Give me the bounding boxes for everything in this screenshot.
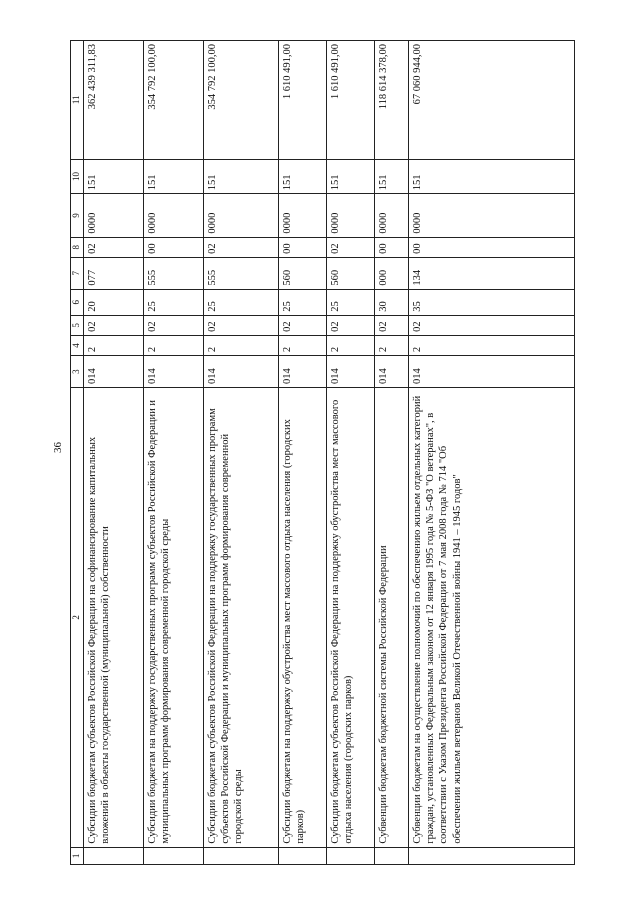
cell-code: 151: [203, 159, 278, 194]
cell-amount: 118 614 378,00: [374, 41, 408, 160]
cell-num: [408, 847, 574, 864]
cell-code: 2: [83, 335, 143, 355]
cell-code: 00: [408, 237, 574, 257]
table-row: [326, 41, 374, 865]
col-header: 1: [71, 847, 84, 864]
cell-code: 02: [83, 315, 143, 335]
col-header: 4: [71, 335, 84, 355]
cell-code: 014: [408, 356, 574, 388]
cell-amount: 354 792 100,00: [203, 41, 278, 160]
cell-description: Субсидии бюджетам на поддержку обустройства мест массового отдыха населения (городских парков): [278, 387, 326, 847]
cell-code: 00: [278, 237, 326, 257]
cell-code: 014: [278, 356, 326, 388]
cell-code: 0000: [143, 194, 203, 237]
cell-code: 2: [143, 335, 203, 355]
cell-code: 02: [143, 315, 203, 335]
cell-code: 0000: [408, 194, 574, 237]
cell-code: 014: [203, 356, 278, 388]
cell-code: 560: [278, 257, 326, 289]
table-row: [408, 41, 574, 865]
cell-code: 02: [203, 315, 278, 335]
cell-code: 560: [326, 257, 374, 289]
cell-description: Субсидии бюджетам субъектов Российской Федерации на софинансирование капитальных вложений в объекты государственной (муниципальной) собственности: [83, 387, 143, 847]
cell-code: 0000: [83, 194, 143, 237]
cell-code: 0000: [326, 194, 374, 237]
cell-code: 2: [326, 335, 374, 355]
cell-code: 02: [278, 315, 326, 335]
cell-code: 2: [374, 335, 408, 355]
col-header: 9: [71, 194, 84, 237]
cell-num: [374, 847, 408, 864]
cell-code: 151: [374, 159, 408, 194]
cell-code: 014: [83, 356, 143, 388]
cell-amount: 362 439 311,83: [83, 41, 143, 160]
cell-code: 2: [203, 335, 278, 355]
header-row: [71, 41, 84, 865]
cell-code: 25: [143, 289, 203, 315]
cell-code: 02: [326, 237, 374, 257]
cell-code: 555: [203, 257, 278, 289]
cell-code: 02: [408, 315, 574, 335]
col-header: 10: [71, 159, 84, 194]
cell-code: 00: [143, 237, 203, 257]
cell-code: 077: [83, 257, 143, 289]
cell-amount: 67 060 944,00: [408, 41, 574, 160]
cell-code: 014: [374, 356, 408, 388]
page-number: 36: [52, 442, 64, 453]
cell-code: 02: [326, 315, 374, 335]
table-row: [203, 41, 278, 865]
cell-code: 2: [408, 335, 574, 355]
cell-code: 555: [143, 257, 203, 289]
cell-code: 0000: [374, 194, 408, 237]
col-header: 5: [71, 315, 84, 335]
budget-table: [70, 40, 575, 865]
cell-code: 02: [83, 237, 143, 257]
cell-code: 25: [278, 289, 326, 315]
cell-description: Субвенции бюджетам бюджетной системы Российской Федерации: [374, 387, 408, 847]
cell-code: 30: [374, 289, 408, 315]
cell-code: 35: [408, 289, 574, 315]
table-row: [374, 41, 408, 865]
cell-num: [83, 847, 143, 864]
cell-code: 25: [326, 289, 374, 315]
rotated-document: [70, 40, 575, 865]
cell-code: 151: [326, 159, 374, 194]
table-row: [143, 41, 203, 865]
cell-num: [326, 847, 374, 864]
cell-num: [143, 847, 203, 864]
cell-description: Субсидии бюджетам субъектов Российской Федерации на поддержку обустройства мест массового отдыха населения (городских парков): [326, 387, 374, 847]
col-header: 6: [71, 289, 84, 315]
col-header: 2: [71, 387, 84, 847]
cell-code: 02: [203, 237, 278, 257]
table-row: [83, 41, 143, 865]
cell-code: 00: [374, 237, 408, 257]
cell-code: 151: [278, 159, 326, 194]
cell-code: 25: [203, 289, 278, 315]
cell-description: Субсидии бюджетам субъектов Российской Федерации на поддержку государственных программ субъектов Российской Федерации и муниципальных программ формирования современной городской среды: [203, 387, 278, 847]
col-header: 11: [71, 41, 84, 160]
cell-code: 2: [278, 335, 326, 355]
col-header: 7: [71, 257, 84, 289]
col-header: 3: [71, 356, 84, 388]
cell-code: 000: [374, 257, 408, 289]
cell-num: [203, 847, 278, 864]
table-row: [278, 41, 326, 865]
cell-code: 134: [408, 257, 574, 289]
cell-code: 014: [143, 356, 203, 388]
cell-description: Субсидии бюджетам на поддержку государственных программ субъектов Российской Федерации и муниципальных программ формирования современной городской среды: [143, 387, 203, 847]
cell-code: 02: [374, 315, 408, 335]
cell-amount: 1 610 491,00: [278, 41, 326, 160]
cell-amount: 1 610 491,00: [326, 41, 374, 160]
cell-code: 0000: [278, 194, 326, 237]
cell-num: [278, 847, 326, 864]
cell-code: 151: [408, 159, 574, 194]
cell-code: 014: [326, 356, 374, 388]
cell-code: 20: [83, 289, 143, 315]
cell-amount: 354 792 100,00: [143, 41, 203, 160]
cell-code: 151: [143, 159, 203, 194]
cell-code: 0000: [203, 194, 278, 237]
col-header: 8: [71, 237, 84, 257]
cell-code: 151: [83, 159, 143, 194]
cell-description: Субвенции бюджетам на осуществление полномочий по обеспечению жильем отдельных категорий граждан, установленных Федеральным законом от 12 января 1995 года № 5-ФЗ "О ветеранах", в соответствии с Указом Президента Российской Федерации от 7 мая 2008 года № 714 "Об обеспечении жильем ветеранов Великой Отечественной войны 1941 – 1945 годов": [408, 387, 574, 847]
